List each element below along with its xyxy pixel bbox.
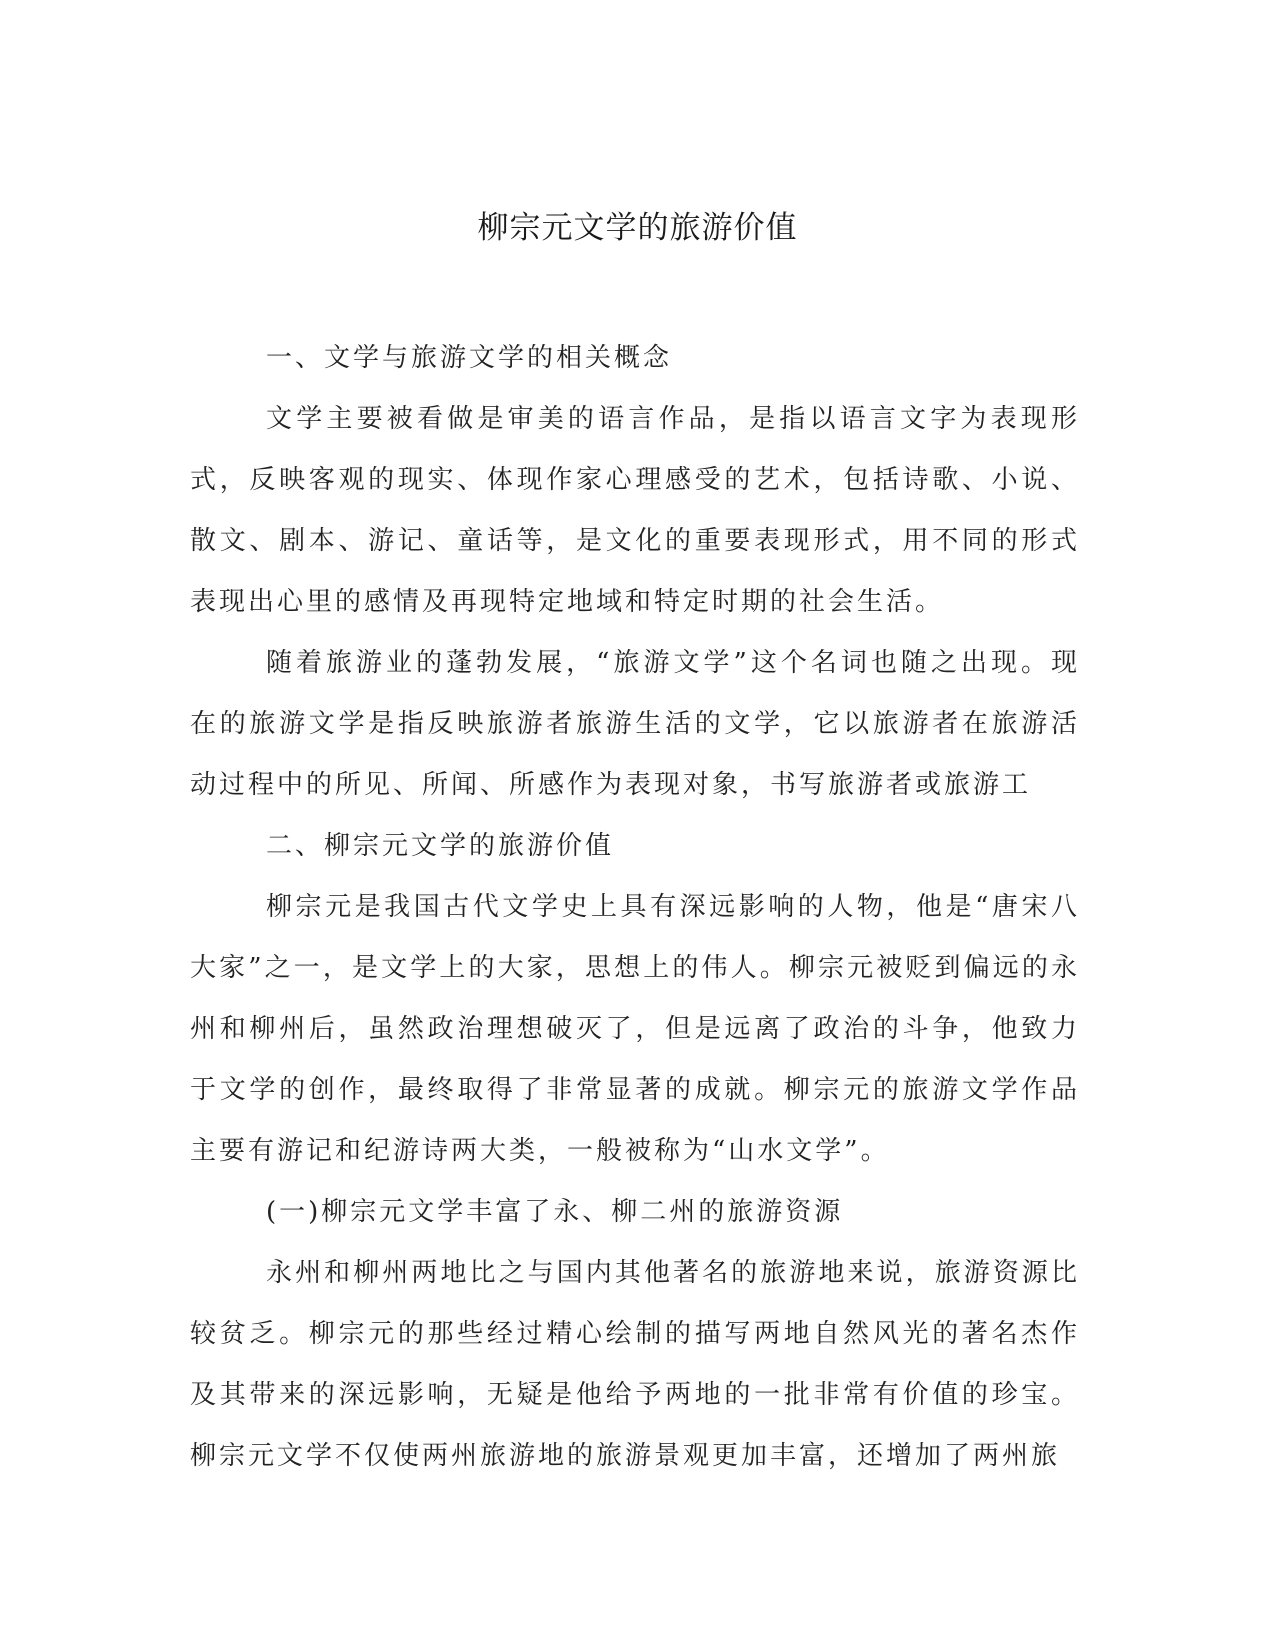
section-heading-2: 二、柳宗元文学的旅游价值 [266, 831, 615, 861]
document-title: 柳宗元文学的旅游价值 [477, 210, 798, 246]
document-body [190, 328, 1080, 1487]
subsection-heading-1: (一)柳宗元文学丰富了永、柳二州的旅游资源 [266, 1197, 844, 1227]
paragraph-liu-zongyuan: 柳宗元是我国古代文学史上具有深远影响的人物，他是“唐宋八大家”之一，是文学上的大家，思想上的伟人。柳宗元被贬到偏远的永州和柳州后，虽然政治理想破灭了，但是远离了政治的斗争，他致力于文学的创作，最终取得了非常显著的成就。柳宗元的旅游文学作品主要有游记和纪游诗两大类，一般被称为“山水文学”。 [190, 892, 1080, 1166]
section-heading-1: 一、文学与旅游文学的相关概念 [266, 343, 673, 373]
paragraph-literature-definition: 文学主要被看做是审美的语言作品，是指以语言文字为表现形式，反映客观的现实、体现作家心理感受的艺术，包括诗歌、小说、散文、剧本、游记、童话等，是文化的重要表现形式，用不同的形式表现出心里的感情及再现特定地域和特定时期的社会生活。 [190, 404, 1080, 617]
paragraph-travel-literature: 随着旅游业的蓬勃发展，“旅游文学”这个名词也随之出现。现在的旅游文学是指反映旅游者旅游生活的文学，它以旅游者在旅游活动过程中的所见、所闻、所感作为表现对象，书写旅游者或旅游工 [190, 648, 1080, 800]
paragraph-tourism-resources: 永州和柳州两地比之与国内其他著名的旅游地来说，旅游资源比较贫乏。柳宗元的那些经过精心绘制的描写两地自然风光的著名杰作及其带来的深远影响，无疑是他给予两地的一批非常有价值的珍宝。柳宗元文学不仅使两州旅游地的旅游景观更加丰富，还增加了两州旅 [190, 1258, 1080, 1471]
